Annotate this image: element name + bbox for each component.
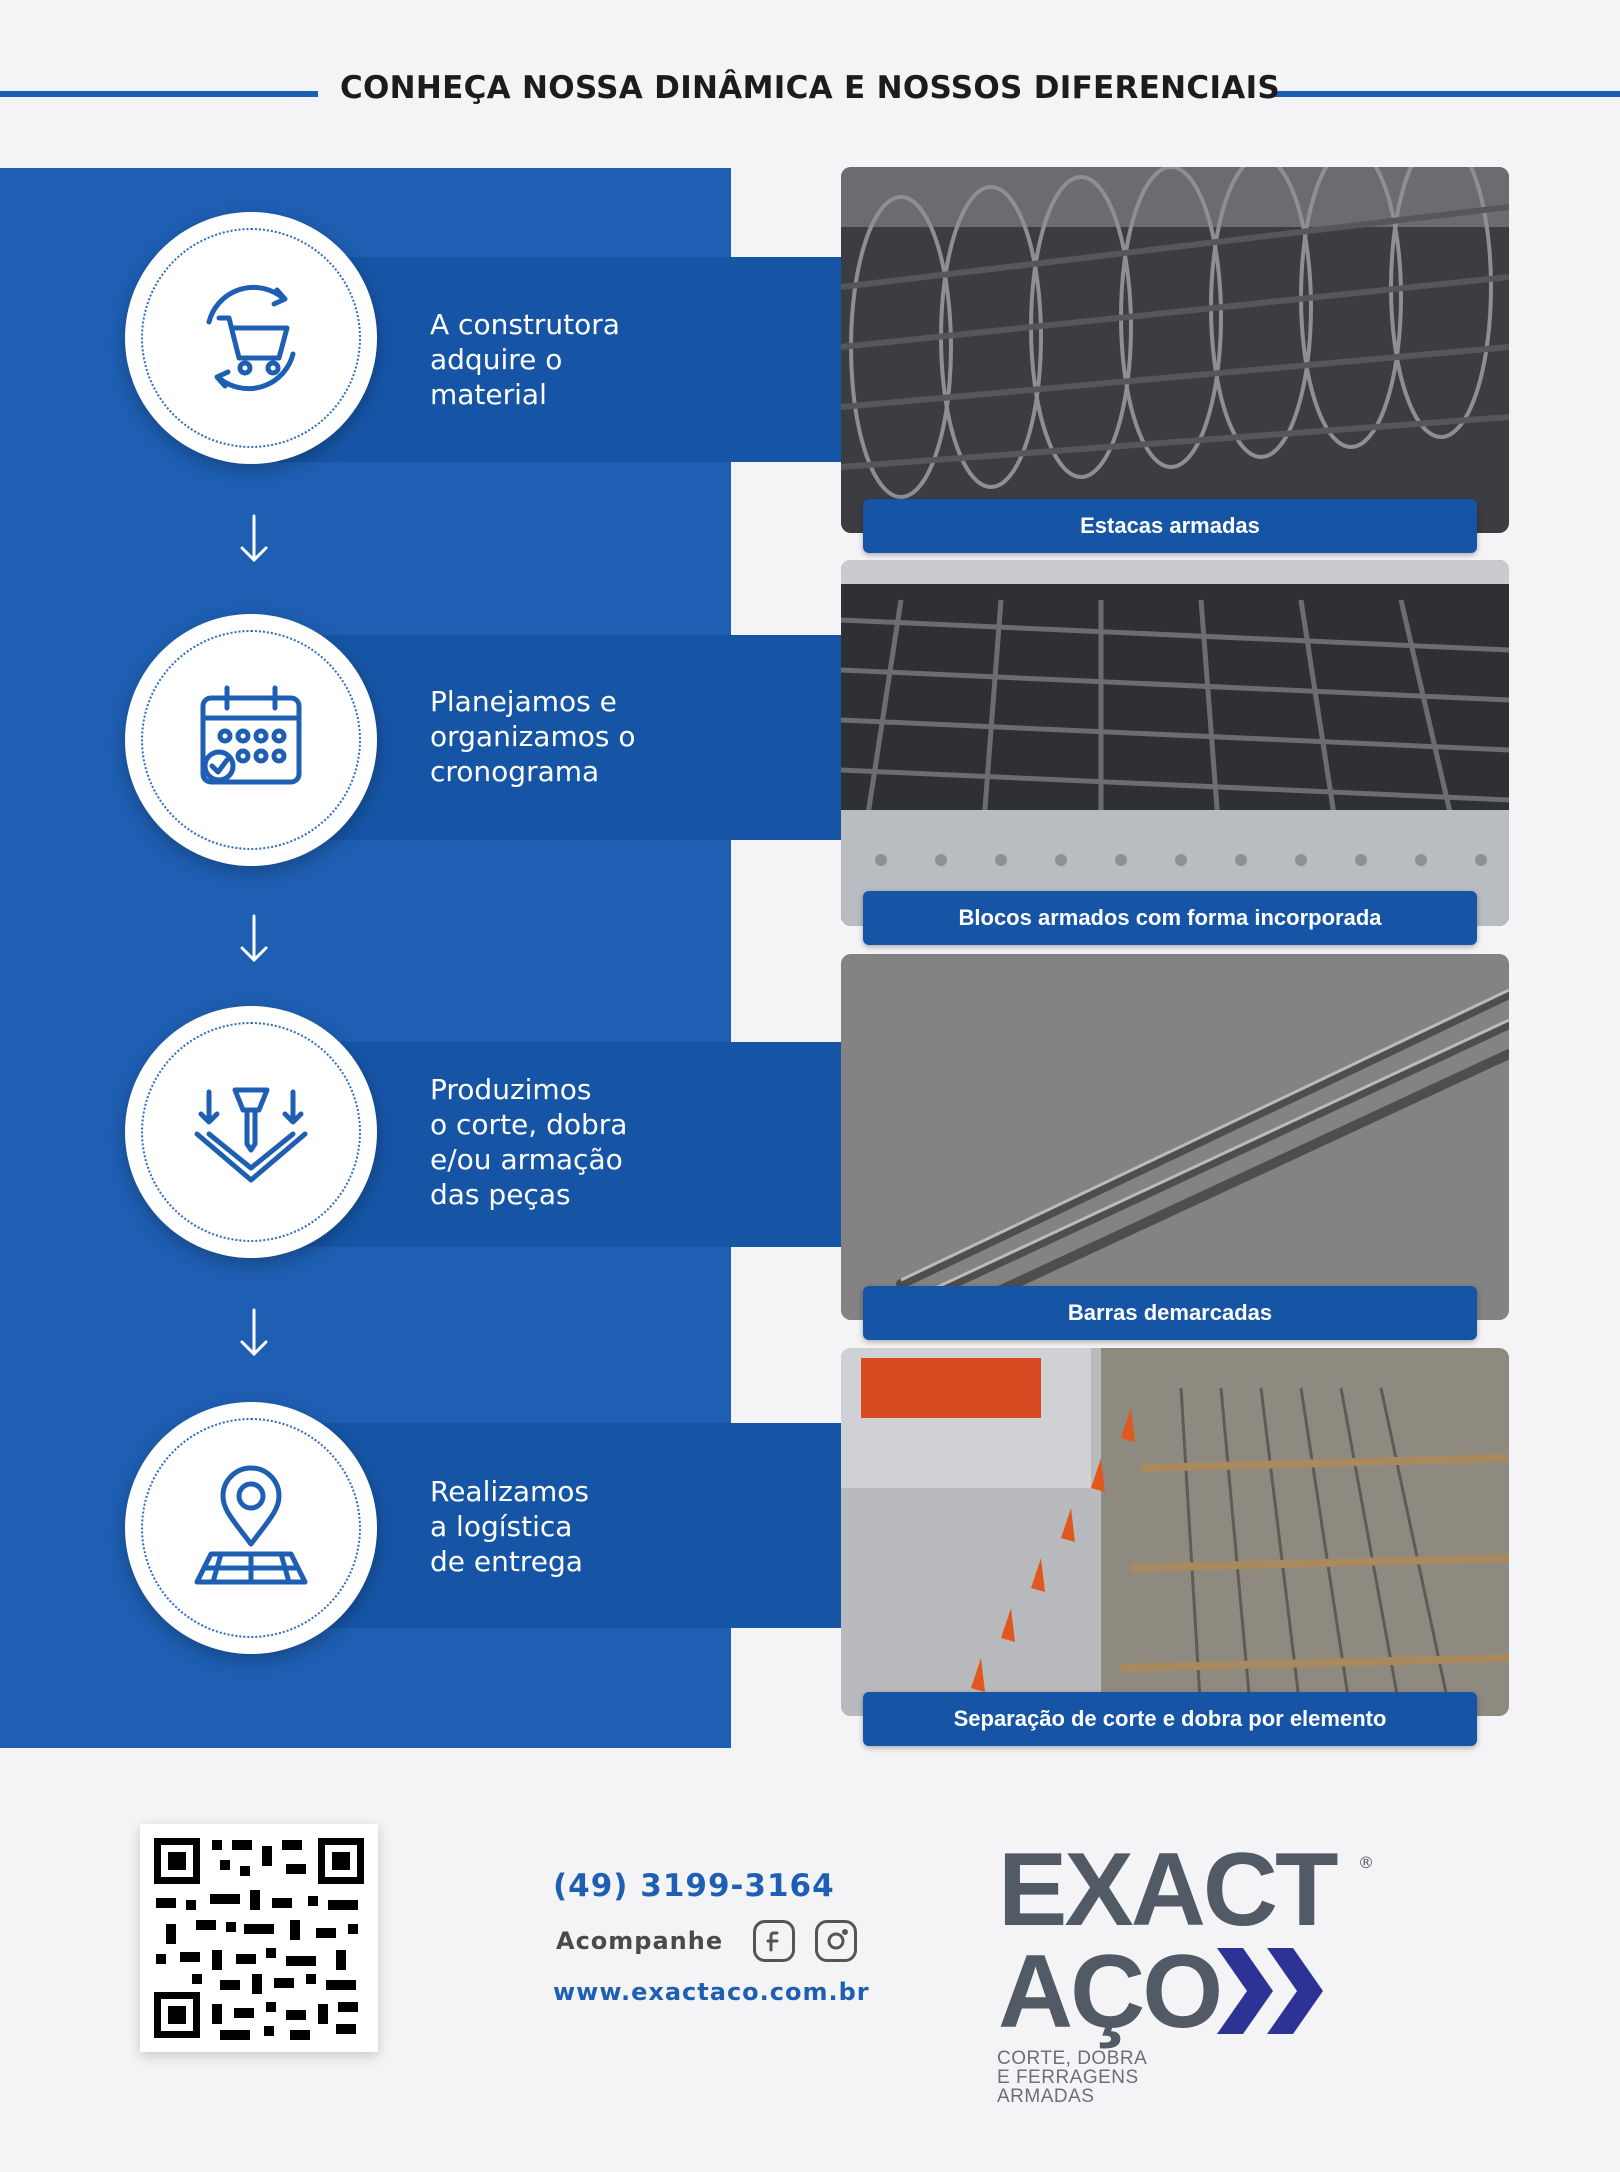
photo-blocos-armados: [841, 560, 1509, 926]
registered-mark: ®: [1358, 1853, 1374, 1872]
phone-number[interactable]: (49) 3199-3164: [553, 1868, 835, 1904]
step-1-badge: [125, 212, 377, 464]
arrow-down-icon: [238, 912, 270, 964]
double-chevron-icon: [1217, 1948, 1333, 2034]
step-4-badge: [125, 1402, 377, 1654]
instagram-icon[interactable]: [815, 1920, 857, 1962]
logo-exact: EXACT: [998, 1832, 1336, 1948]
website-link[interactable]: www.exactaco.com.br: [553, 1978, 870, 2006]
photo-separacao-corte-dobra: [841, 1348, 1509, 1716]
page-title: CONHEÇA NOSSA DINÂMICA E NOSSOS DIFERENCIAIS: [339, 70, 1281, 106]
caption-blocos-armados: Blocos armados com forma incorporada: [863, 891, 1477, 945]
step-2-badge: [125, 614, 377, 866]
arrow-down-icon: [238, 512, 270, 564]
logo-tagline: CORTE, DOBRA E FERRAGENS ARMADAS: [997, 2048, 1148, 2107]
photo-barras-demarcadas: [841, 954, 1509, 1320]
step-1-text: A construtora adquire o material: [430, 308, 620, 411]
logo-aco: AÇO: [998, 1934, 1221, 2050]
step-3-badge: [125, 1006, 377, 1258]
caption-estacas-armadas: Estacas armadas: [863, 499, 1477, 553]
caption-barras-demarcadas: Barras demarcadas: [863, 1286, 1477, 1340]
cut-bend-icon: [181, 1062, 321, 1202]
step-2-text: Planejamos e organizamos o cronograma: [430, 685, 636, 788]
caption-separacao-corte-dobra: Separação de corte e dobra por elemento: [863, 1692, 1477, 1746]
step-3-text: Produzimos o corte, dobra e/ou armação das peças: [430, 1073, 628, 1211]
photo-estacas-armadas: [841, 167, 1509, 533]
follow-label: Acompanhe: [556, 1927, 724, 1955]
cart-cycle-icon: [181, 268, 321, 408]
calendar-check-icon: [181, 670, 321, 810]
location-map-icon: [181, 1458, 321, 1598]
step-4-text: Realizamos a logística de entrega: [430, 1475, 589, 1578]
header-rule-left: [0, 91, 318, 97]
qr-code-icon: [140, 1824, 378, 2052]
header-rule-right: [1275, 91, 1620, 97]
qr-code[interactable]: [140, 1824, 378, 2052]
arrow-down-icon: [238, 1306, 270, 1358]
facebook-icon[interactable]: [753, 1920, 795, 1962]
